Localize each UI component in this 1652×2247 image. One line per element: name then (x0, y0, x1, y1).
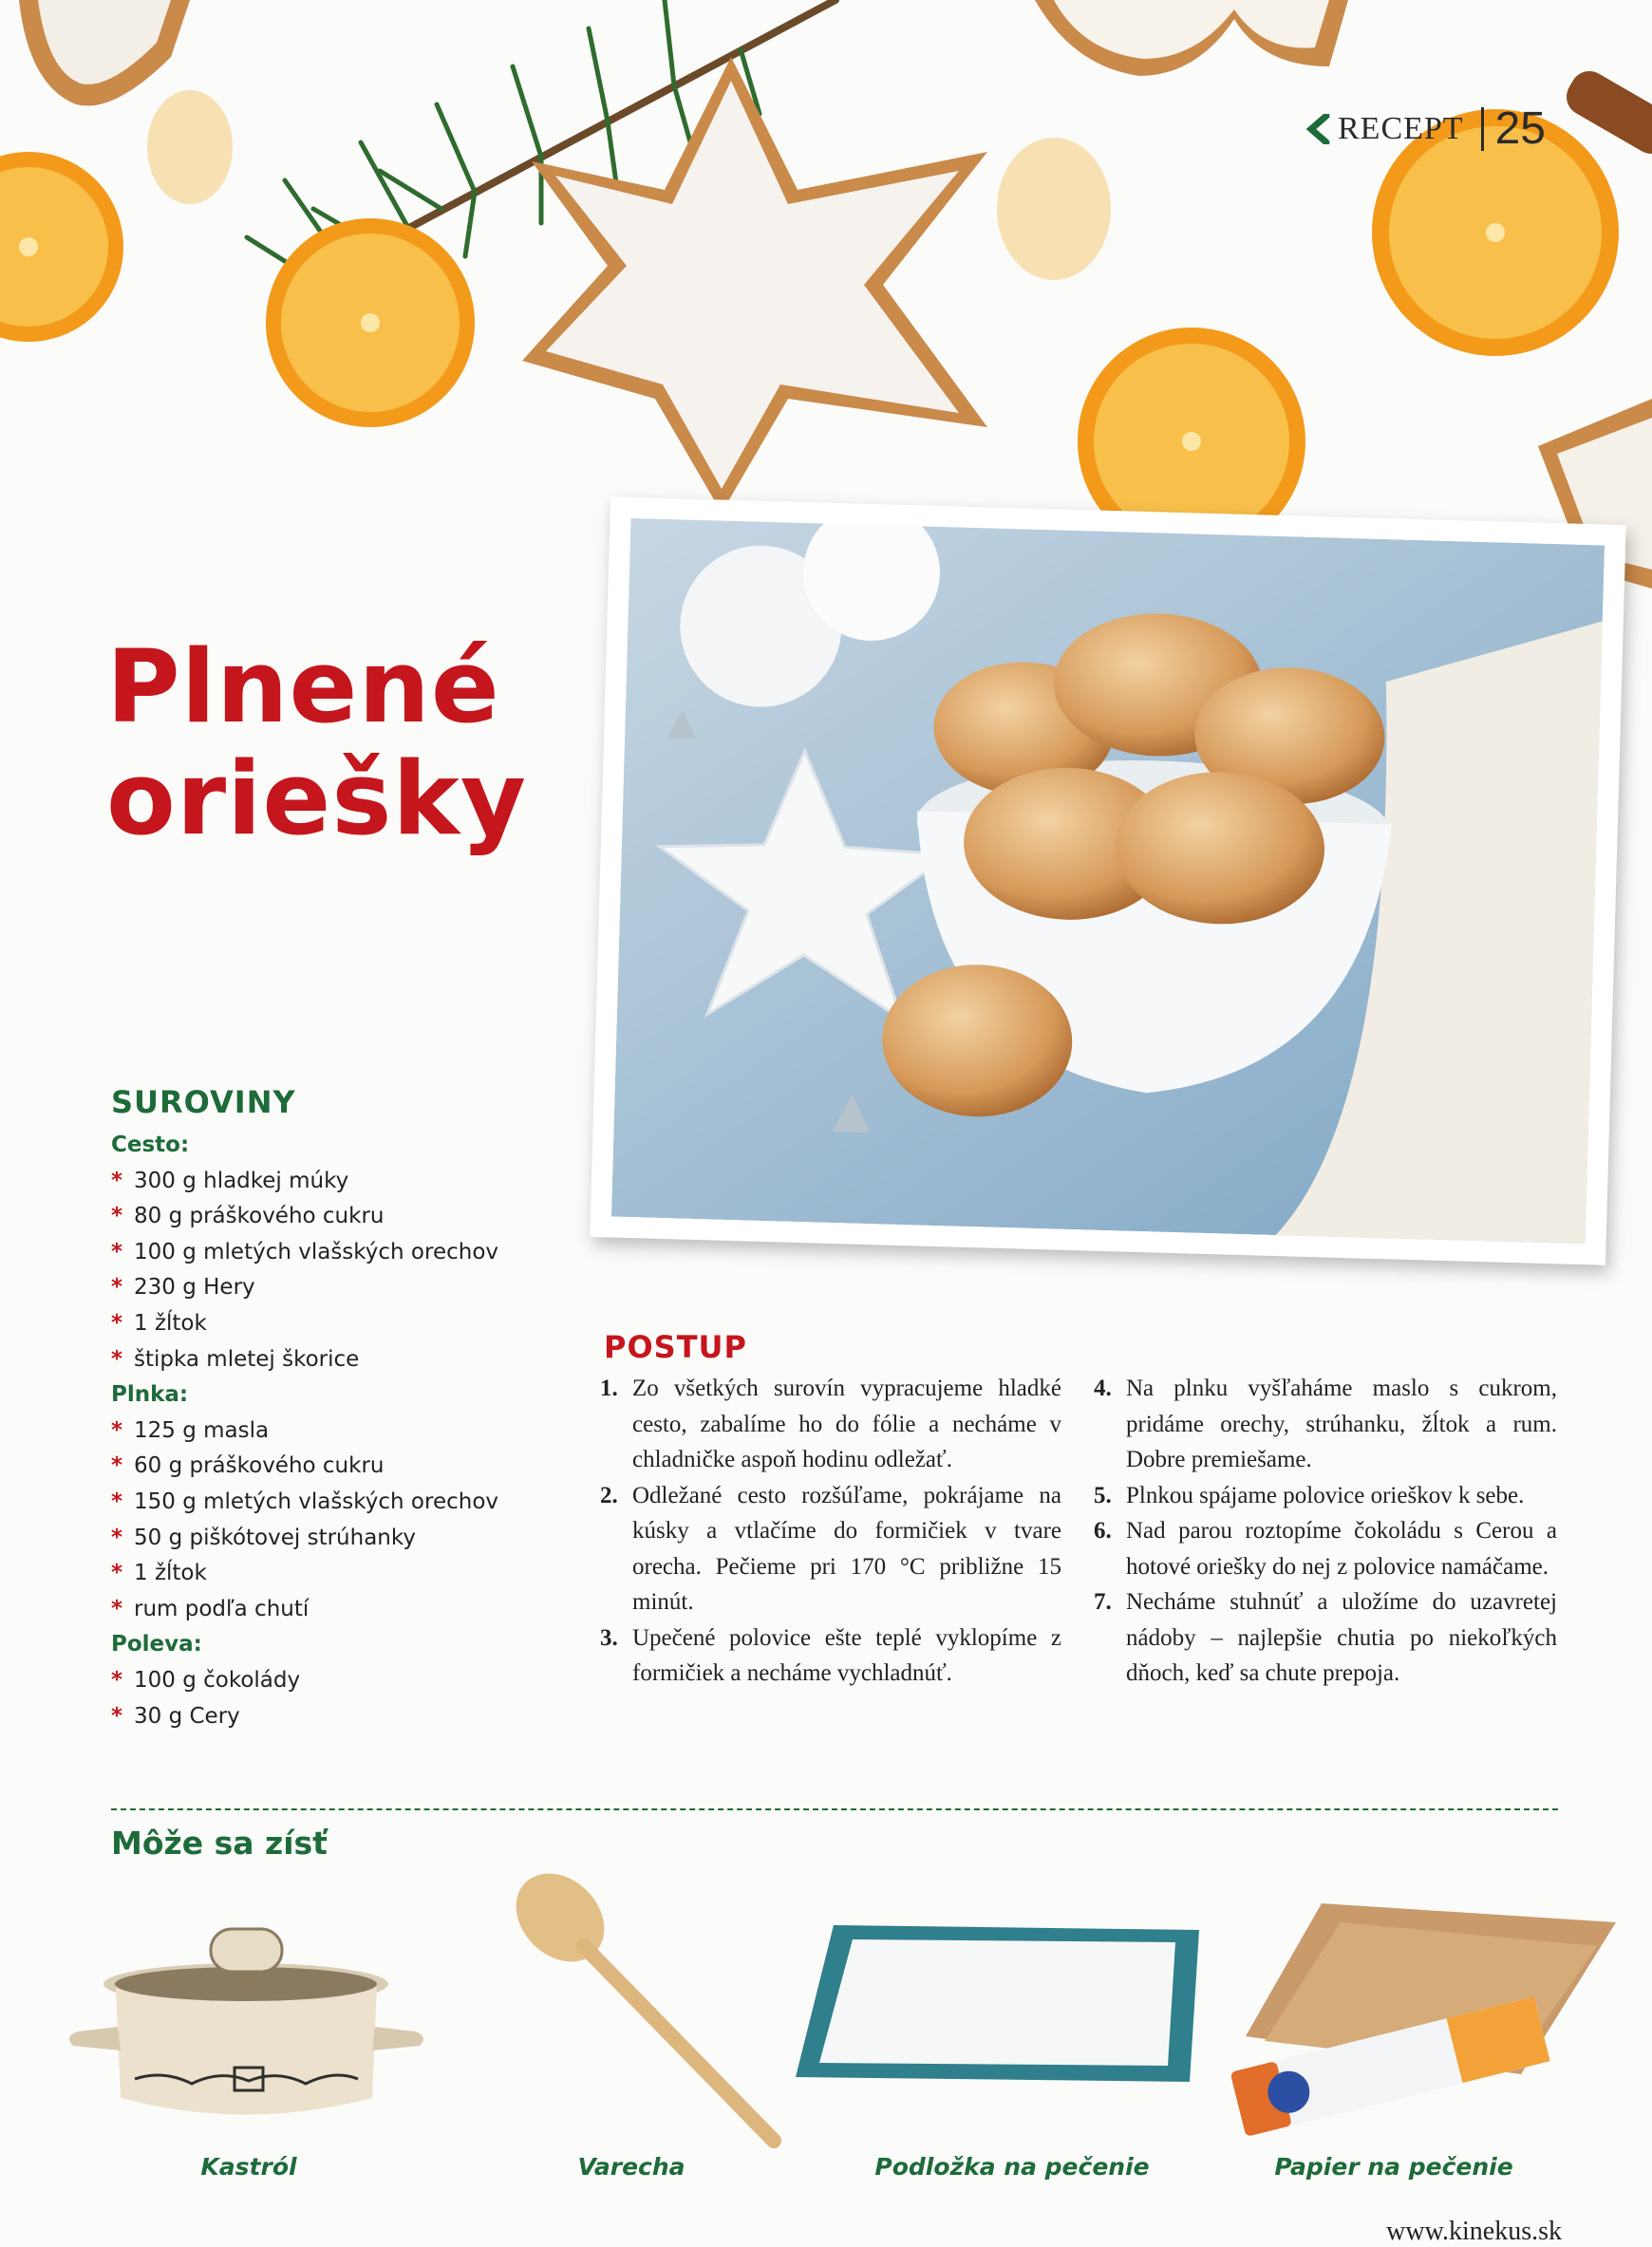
product-label-pot[interactable]: Kastról (200, 2153, 297, 2181)
bullet-icon: * (111, 1346, 123, 1372)
recipe-title (106, 628, 528, 857)
ingredient-group-title: Plnka: (111, 1382, 189, 1408)
gingerbread-cookie-icon (1035, 0, 1348, 76)
procedure-heading: POSTUP (604, 1329, 747, 1365)
recipe-title-line-1: Plnené (106, 628, 500, 745)
step-text: Zo všetkých surovín vypracujeme hladké cesto, zabalíme ho do fólie a necháme v chladničke aspoň hodinu odležať. (632, 1376, 1061, 1472)
procedure-step (1094, 1584, 1557, 1692)
step-number: 5. (1094, 1482, 1112, 1508)
procedure-column-2 (1094, 1371, 1557, 1692)
ingredient-text: 1 žĺtok (134, 1561, 207, 1586)
ingredient-text: 100 g mletých vlašských orechov (134, 1239, 499, 1264)
procedure-step (600, 1620, 1061, 1692)
ingredient-list (111, 1164, 557, 1378)
bullet-icon: * (111, 1310, 123, 1336)
bullet-icon: * (111, 1525, 123, 1550)
step-text: Upečené polovice ešte teplé vyklopíme z formičiek a necháme vychladnúť. (632, 1624, 1061, 1686)
bullet-icon: * (111, 1275, 123, 1301)
ingredient-text: 300 g hladkej múky (134, 1168, 349, 1193)
section-label: RECEPT (1338, 110, 1464, 146)
bullet-icon: * (111, 1417, 123, 1443)
website-link[interactable]: www.kinekus.sk (1386, 2217, 1562, 2246)
star-cookie-icon (522, 57, 987, 513)
procedure-step (1094, 1371, 1557, 1478)
ingredient-item (111, 1270, 557, 1306)
ingredient-text: 60 g práškového cukru (134, 1453, 385, 1479)
step-text: Odležané cesto rozšúľame, pokrájame na kúsky a vtlačíme do formičiek v tvare orecha. Pečieme pri 170 °C približne 15 minút. (632, 1482, 1061, 1615)
ingredient-item (111, 1199, 557, 1235)
ingredient-text: 150 g mletých vlašských orechov (134, 1489, 499, 1514)
step-text: Na plnku vyšľaháme maslo s cukrom, pridáme orechy, strúhanku, žĺtok a rum. Dobre premiešame. (1126, 1376, 1557, 1472)
ingredient-item (111, 1449, 557, 1485)
pot-icon[interactable] (59, 1918, 434, 2136)
ingredient-text: štipka mletej škorice (134, 1346, 360, 1372)
step-number: 2. (600, 1482, 618, 1508)
ingredient-item (111, 1699, 557, 1735)
ingredient-text: 100 g čokolády (134, 1667, 301, 1693)
recipe-photo (611, 518, 1605, 1244)
ingredient-text: 30 g Cery (134, 1703, 240, 1729)
step-text: Necháme stuhnúť a uložíme do uzavretej nádoby – najlepšie chutia po niekoľkých dňoch, keď sa chute prepoja. (1126, 1589, 1557, 1686)
ingredient-text: 1 žĺtok (134, 1310, 207, 1336)
ingredient-item (111, 1592, 557, 1628)
bullet-icon: * (111, 1703, 123, 1729)
procedure-column-1 (600, 1371, 1061, 1692)
step-text: Plnkou spájame polovice orieškov k sebe. (1126, 1482, 1525, 1508)
ingredient-text: 125 g masla (134, 1417, 270, 1443)
product-label-baking-paper[interactable]: Papier na pečenie (1274, 2153, 1513, 2181)
ingredient-list (111, 1414, 557, 1628)
ingredient-list (111, 1663, 557, 1734)
bullet-icon: * (111, 1561, 123, 1586)
ingredients-heading: SUROVINY (111, 1084, 296, 1120)
ingredients-section (111, 1084, 557, 1734)
ingredient-item (111, 1521, 557, 1557)
ingredient-item (111, 1485, 557, 1521)
ingredient-text: rum podľa chutí (134, 1596, 310, 1621)
recipe-title-line-2: oriešky (106, 740, 528, 857)
product-label-baking-mat[interactable]: Podložka na pečenie (874, 2153, 1150, 2181)
orange-slice-icon (266, 218, 475, 427)
step-text: Nad parou roztopíme čokoládu s Cerou a hotové oriešky do nej z polovice namáčame. (1126, 1518, 1557, 1580)
product-label-spoon[interactable]: Varecha (577, 2153, 685, 2181)
ingredient-text: 230 g Hery (134, 1275, 255, 1301)
ingredient-text: 80 g práškového cukru (134, 1204, 385, 1229)
bullet-icon: * (111, 1489, 123, 1514)
page-number: 25 (1494, 103, 1546, 154)
bullet-icon: * (111, 1596, 123, 1621)
orange-slice-icon (0, 152, 123, 342)
step-number: 1. (600, 1376, 618, 1401)
ingredient-item (111, 1663, 557, 1699)
step-number: 7. (1094, 1589, 1112, 1615)
wooden-spoon-icon[interactable] (503, 1865, 798, 2155)
step-number: 3. (600, 1624, 618, 1651)
bullet-icon: * (111, 1667, 123, 1693)
page-header (1305, 103, 1546, 155)
baking-paper-icon[interactable] (1227, 1903, 1616, 2136)
ingredient-text: 50 g piškótovej strúhanky (134, 1525, 416, 1550)
gingerbread-cookie-icon (19, 0, 190, 105)
bullet-icon: * (111, 1204, 123, 1229)
header-separator (1481, 107, 1484, 151)
procedure-step (600, 1371, 1061, 1478)
may-need-heading: Môže sa zísť (111, 1825, 328, 1862)
ingredient-item (111, 1164, 557, 1200)
bullet-icon: * (111, 1168, 123, 1193)
header-decoration-illustration (0, 0, 1652, 589)
ingredient-item (111, 1414, 557, 1450)
recipe-photo-frame (590, 496, 1625, 1265)
step-number: 6. (1094, 1518, 1112, 1544)
ingredient-item (111, 1235, 557, 1271)
ingredient-group-title: Poleva: (111, 1632, 202, 1657)
ingredient-item (111, 1342, 557, 1378)
baking-mat-icon[interactable] (796, 1925, 1199, 2087)
procedure-step (1094, 1513, 1557, 1584)
section-divider (111, 1808, 1558, 1810)
step-number: 4. (1094, 1376, 1112, 1401)
ingredient-item (111, 1306, 557, 1342)
bullet-icon: * (111, 1453, 123, 1479)
ingredient-item (111, 1556, 557, 1592)
procedure-step (1094, 1478, 1557, 1514)
ingredient-group-title: Cesto: (111, 1133, 190, 1157)
procedure-step (600, 1478, 1061, 1620)
chevron-left-icon (1305, 114, 1330, 144)
bullet-icon: * (111, 1239, 123, 1264)
